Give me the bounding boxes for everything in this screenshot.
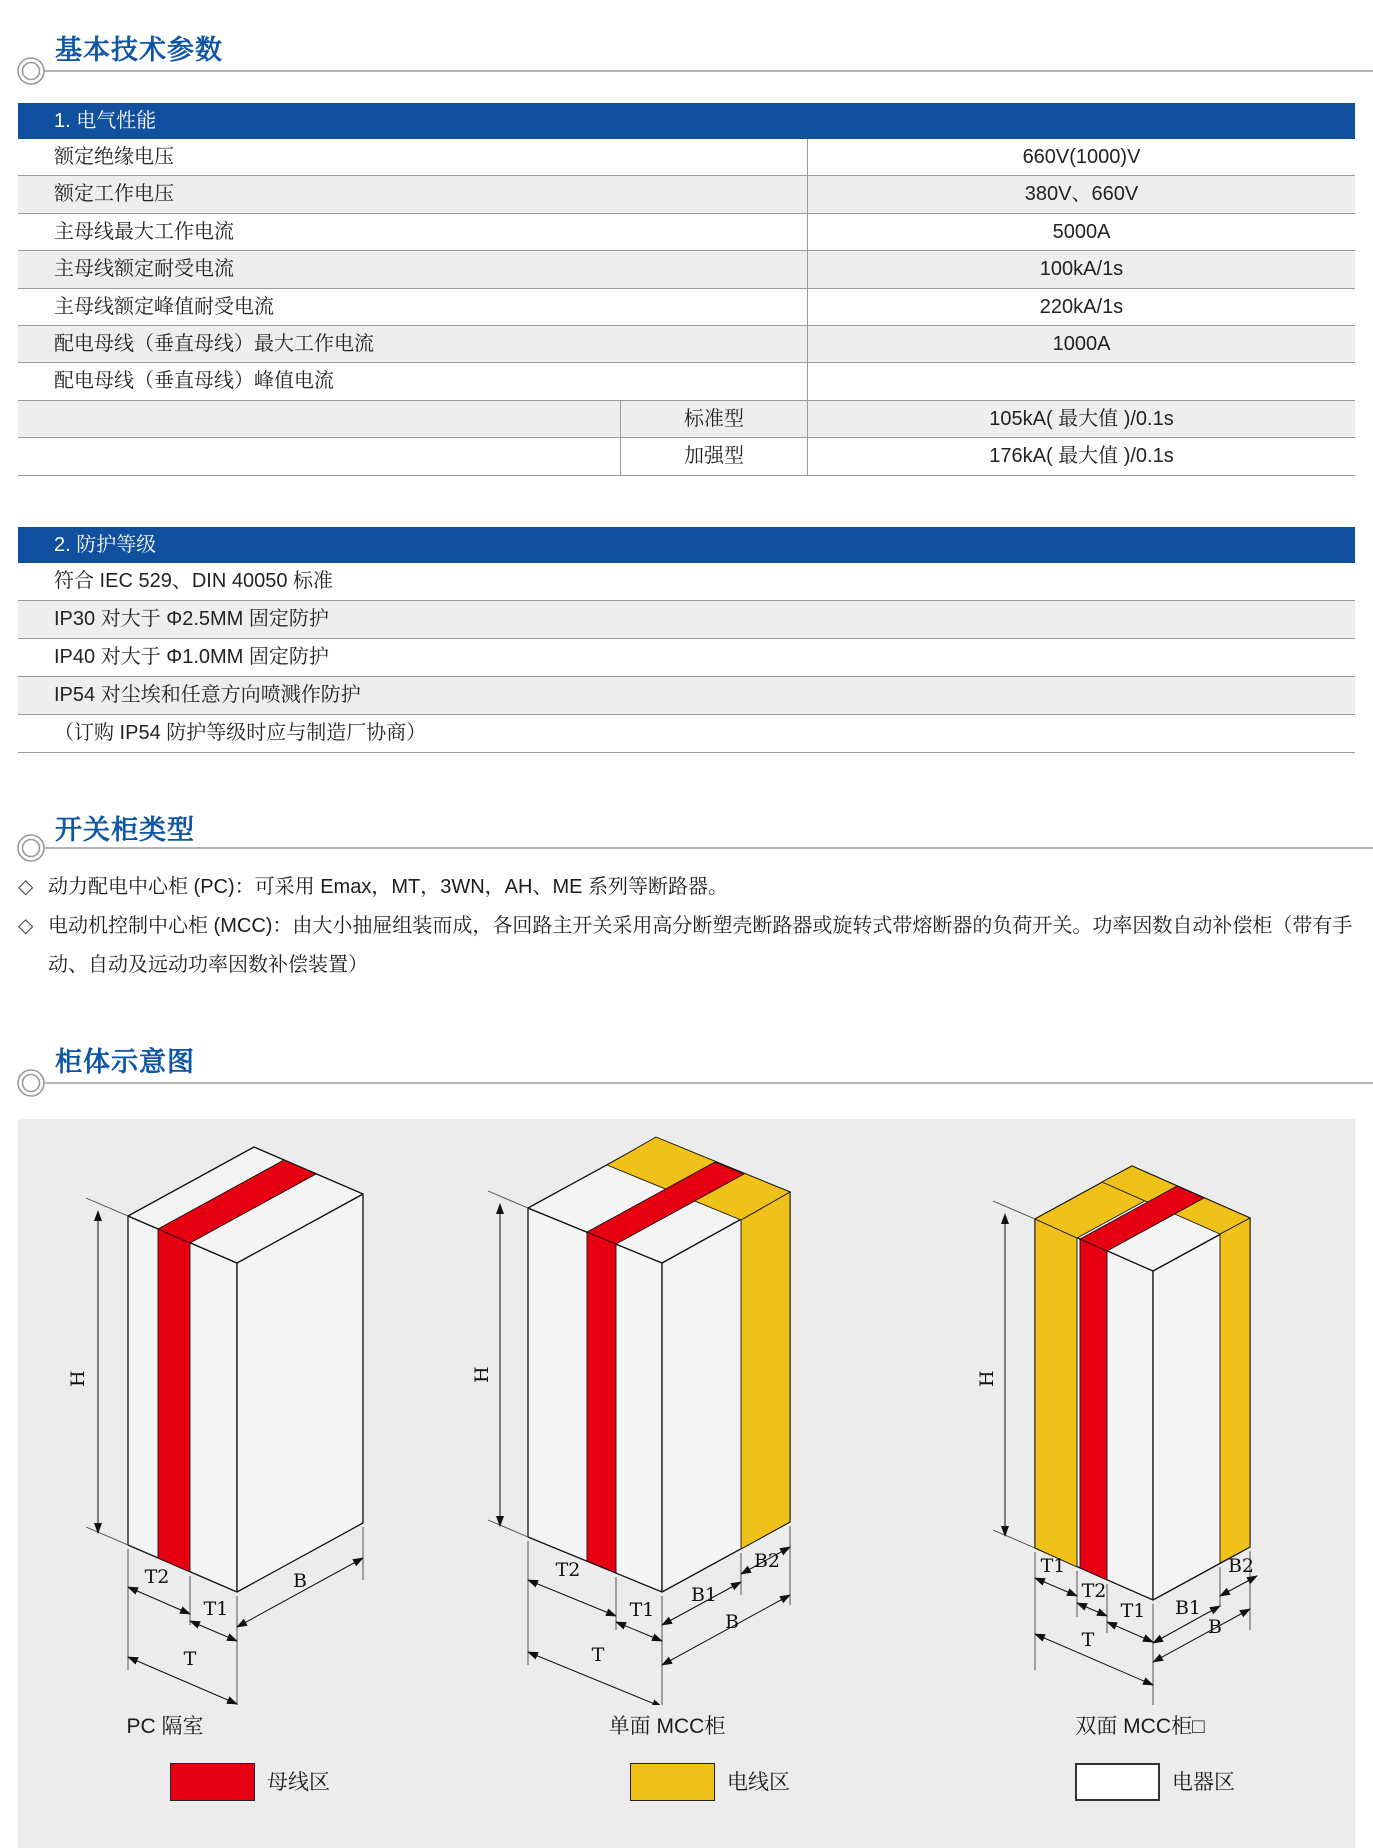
table1-header: 1. 电气性能 [18, 103, 1355, 139]
table2-header: 2. 防护等级 [18, 527, 1355, 563]
dim-label-h: H [976, 1370, 998, 1387]
dim-label-t1: T1 [1040, 1555, 1066, 1577]
cabinet-caption-pc: PC 隔室 [126, 1715, 204, 1738]
busbar-zone-front [1080, 1239, 1107, 1580]
row-sublabel: 加强型 [620, 438, 807, 474]
list-item [18, 868, 1355, 907]
ring-ornament-icon [13, 830, 49, 866]
dim-label-b: B [293, 1570, 307, 1592]
row-label: 额定工作电压 [54, 183, 174, 206]
table-row [18, 677, 1355, 715]
wire-zone-front-left [1035, 1219, 1077, 1567]
table-row [18, 363, 1355, 400]
row-label: 额定绝缘电压 [54, 146, 174, 168]
cabinet-pc-drawing [60, 1125, 390, 1705]
row-label: 配电母线（垂直母线）最大工作电流 [54, 332, 374, 355]
dim-label-t1: T1 [629, 1599, 655, 1621]
row-text: IP30 对大于 Φ2.5MM 固定防护 [54, 608, 329, 630]
table-subrow-reinforced [18, 438, 1355, 475]
protection-level-table [18, 527, 1355, 753]
row-value: 176kA( 最大值 )/0.1s [807, 438, 1355, 474]
row-value: 660V(1000)V [807, 139, 1355, 175]
table-row [18, 139, 1355, 176]
dim-label-h: H [67, 1370, 89, 1387]
table-row [18, 289, 1355, 326]
section-title-cabinet-diagram: 柜体示意图 [55, 1047, 195, 1077]
cabinet-caption-mcc-single: 单面 MCC柜 [608, 1715, 726, 1738]
busbar-zone-front [158, 1229, 190, 1572]
legend-swatch-apparatus [1075, 1763, 1160, 1801]
dim-label-b1: B1 [1174, 1597, 1202, 1619]
legend-label-wire: 电线区 [727, 1771, 790, 1794]
dim-label-b2: B2 [1227, 1555, 1255, 1577]
table-row [18, 251, 1355, 288]
dim-label-h: H [471, 1366, 493, 1383]
dim-label-t1: T1 [1120, 1600, 1146, 1622]
dim-label-t: T [183, 1648, 197, 1670]
dim-label-b2: B2 [753, 1550, 781, 1572]
cabinet-right-face [237, 1194, 363, 1592]
legend-swatch-wire [630, 1763, 715, 1801]
row-label: 主母线额定峰值耐受电流 [54, 295, 274, 318]
wire-zone-right [741, 1192, 790, 1549]
row-label: 主母线最大工作电流 [54, 220, 234, 243]
row-value: 105kA( 最大值 )/0.1s [807, 401, 1355, 437]
cabinet-mcc-double-drawing [860, 1125, 1300, 1705]
dim-label-t2: T2 [1081, 1580, 1107, 1602]
diamond-bullet-icon: ◇ [18, 876, 34, 898]
dim-label-t: T [591, 1644, 605, 1666]
table-row [18, 715, 1355, 753]
section-title-switchgear-types: 开关柜类型 [55, 815, 195, 845]
table-subrow-standard [18, 401, 1355, 438]
row-value: 380V、660V [807, 176, 1355, 212]
dim-label-t: T [1081, 1629, 1095, 1651]
table-row [18, 326, 1355, 363]
table-row [18, 563, 1355, 601]
row-label: 配电母线（垂直母线）峰值电流 [54, 370, 334, 393]
row-text: IP40 对大于 Φ1.0MM 固定防护 [54, 646, 329, 668]
wire-zone-right [1220, 1218, 1250, 1563]
bullet-text: 电动机控制中心柜 (MCC)：由大小抽屉组装而成，各回路主开关采用高分断塑壳断路器或旋转式带熔断器的负荷开关。功率因数自动补偿柜（带有手动、自动及远动功率因数补偿装置） [48, 915, 1353, 976]
row-label-empty [18, 438, 620, 474]
dim-label-b1: B1 [690, 1584, 718, 1606]
row-sublabel: 标准型 [620, 401, 807, 437]
dim-label-b: B [1208, 1616, 1222, 1638]
table-row [18, 214, 1355, 251]
section-rule [44, 70, 1373, 72]
dim-label-t1: T1 [203, 1598, 229, 1620]
cabinet-caption-mcc-double: 双面 MCC柜□ [1075, 1715, 1205, 1738]
busbar-zone-front [587, 1232, 616, 1573]
dim-label-b: B [725, 1611, 739, 1633]
section-title-basic-parameters: 基本技术参数 [55, 35, 223, 65]
switchgear-type-list [18, 868, 1355, 985]
row-value: 1000A [807, 326, 1355, 362]
row-value: 100kA/1s [807, 251, 1355, 287]
table-row [18, 176, 1355, 213]
dim-label-t2: T2 [555, 1559, 581, 1581]
row-value: 5000A [807, 214, 1355, 250]
section-rule [44, 1082, 1373, 1084]
ring-ornament-icon [13, 53, 49, 89]
row-text: IP54 对尘埃和任意方向喷溅作防护 [54, 684, 361, 706]
row-text: （订购 IP54 防护等级时应与制造厂协商） [54, 722, 427, 744]
legend-label-apparatus: 电器区 [1172, 1771, 1235, 1794]
table-row [18, 639, 1355, 677]
legend-swatch-busbar [170, 1763, 255, 1801]
ring-ornament-icon [13, 1065, 49, 1101]
row-value [807, 363, 1355, 399]
table-row [18, 601, 1355, 639]
cabinet-mcc-single-drawing [470, 1125, 830, 1705]
bullet-text: 动力配电中心柜 (PC)：可采用 Emax，MT，3WN，AH、ME 系列等断路器。 [48, 876, 728, 898]
section-rule [44, 847, 1373, 849]
diamond-bullet-icon: ◇ [18, 915, 34, 937]
electrical-performance-table [18, 103, 1355, 476]
row-label-empty [18, 401, 620, 437]
row-text: 符合 IEC 529、DIN 40050 标准 [54, 570, 333, 592]
legend-label-busbar: 母线区 [267, 1771, 330, 1794]
list-item [18, 907, 1355, 985]
row-value: 220kA/1s [807, 289, 1355, 325]
row-label: 主母线额定耐受电流 [54, 258, 234, 281]
dim-label-t2: T2 [144, 1566, 170, 1588]
